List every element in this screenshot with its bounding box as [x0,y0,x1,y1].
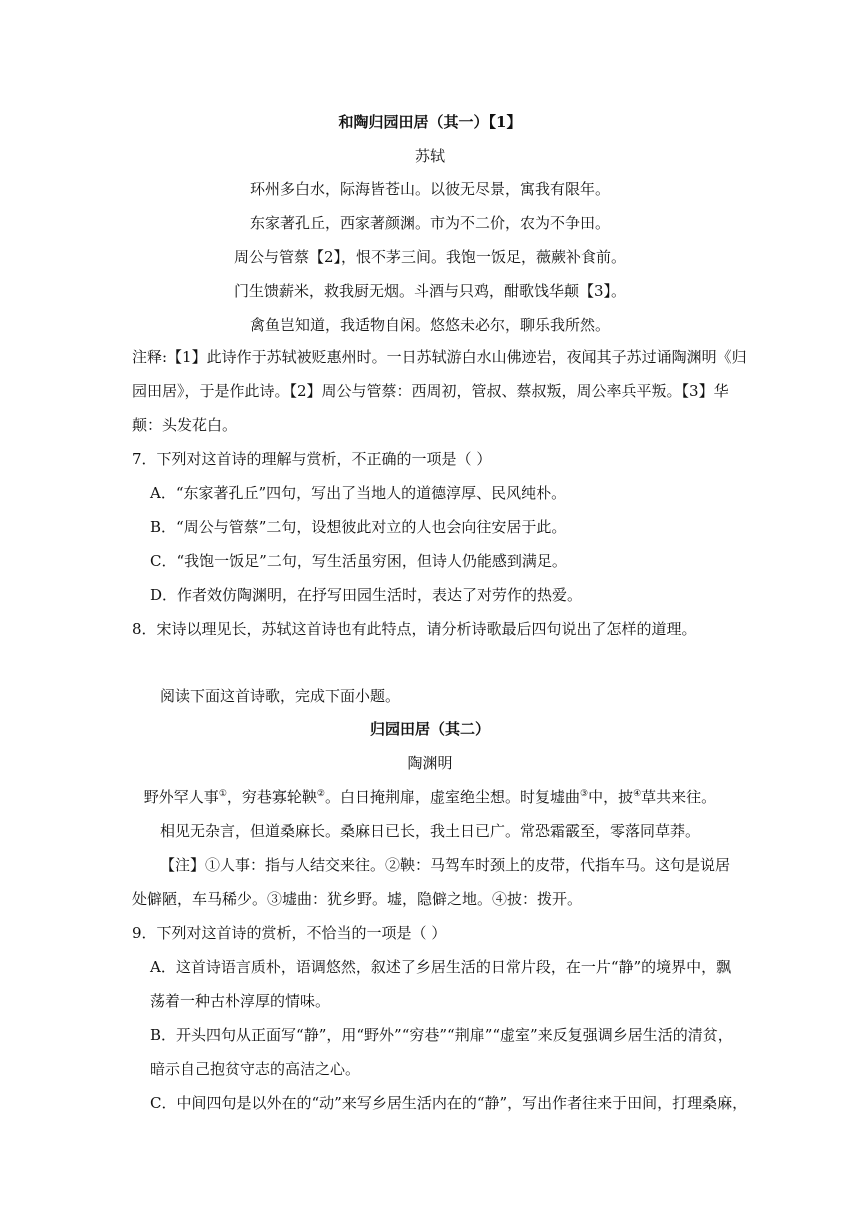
question-7-option-d: D．作者效仿陶渊明，在抒写田园生活时，表达了对劳作的热爱。 [150,586,583,604]
poem2-note: 处僻陋，车马稀少。③墟曲：犹乡野。墟，隐僻之地。④披：拨开。 [132,890,583,908]
reading-instruction: 阅读下面这首诗歌，完成下面小题。 [160,687,401,705]
poem2-line-1: 野外罕人事①，穷巷寡轮鞅②。白日掩荆扉，虚室绝尘想。时复墟曲③中，披④草共来往。 [143,788,717,806]
poem1-author: 苏轼 [414,147,445,165]
question-7-option-b: B．“周公与管蔡”二句，设想彼此对立的人也会向往安居于此。 [150,518,567,536]
question-9-option-c: C．中间四句是以外在的“动”来写乡居生活内在的“静”，写出作者往来于田间，打理桑麻， [150,1094,748,1112]
poem1-line: 周公与管蔡【2】，恨不茅三间。我饱一饭足，薇蕨补食前。 [233,248,627,266]
poem2-note: 【注】①人事：指与人结交来往。②鞅：马驾车时颈上的皮带，代指车马。这句是说居 [160,856,731,874]
question-9-option-b-cont: 暗示自己抱贫守志的高洁之心。 [150,1060,361,1078]
poem1-line: 东家著孔丘，西家著颜渊。市为不二价，农为不争田。 [249,214,610,232]
poem1-title: 和陶归园田居（其一）【1】 [338,113,522,131]
poem1-line: 环州多白水，际海皆苍山。以彼无尽景，寓我有限年。 [249,180,610,198]
poem2-title: 归园田居（其二） [369,720,490,738]
poem1-line: 禽鱼岂知道，我适物自闲。悠悠未必尔，聊乐我所然。 [249,316,610,334]
poem1-line: 门生馈薪米，救我厨无烟。斗酒与只鸡，酣歌饯华颠【3】。 [233,282,627,300]
question-9-option-b: B．开头四句从正面写“静”，用“野外”“穷巷”“荆扉”“虚室”来反复强调乡居生活的清贫， [150,1026,733,1044]
poem1-note: 注释:【1】此诗作于苏轼被贬惠州时。一日苏轼游白水山佛迹岩，夜闻其子苏过诵陶渊明《归 [132,348,747,366]
poem1-note: 颠：头发花白。 [132,416,238,434]
question-7-option-a: A．“东家著孔丘”四句，写出了当地人的道德淳厚、民风纯朴。 [150,484,567,502]
poem2-line-2: 相见无杂言，但道桑麻长。桑麻日已长，我土日已广。常恐霜霰至，零落同草莽。 [159,822,700,840]
question-9-option-a: A．这首诗语言质朴，语调悠然，叙述了乡居生活的日常片段，在一片“静”的境界中，飘 [150,958,732,976]
question-9-stem: 9．下列对这首诗的赏析，不恰当的一项是（ ） [132,924,447,942]
poem1-note: 园田居》，于是作此诗。【2】周公与管蔡：西周初，管叔、蔡叔叛，周公率兵平叛。【3】华 [132,382,729,400]
question-8-stem: 8．宋诗以理见长，苏轼这首诗也有此特点，请分析诗歌最后四句说出了怎样的道理。 [132,620,697,638]
question-9-option-a-cont: 荡着一种古朴淳厚的情味。 [150,992,331,1010]
question-7-option-c: C．“我饱一饭足”二句，写生活虽穷困，但诗人仍能感到满足。 [150,552,567,570]
question-7-stem: 7．下列对这首诗的理解与赏析，不正确的一项是（ ） [132,450,492,468]
poem2-author: 陶渊明 [407,754,453,772]
